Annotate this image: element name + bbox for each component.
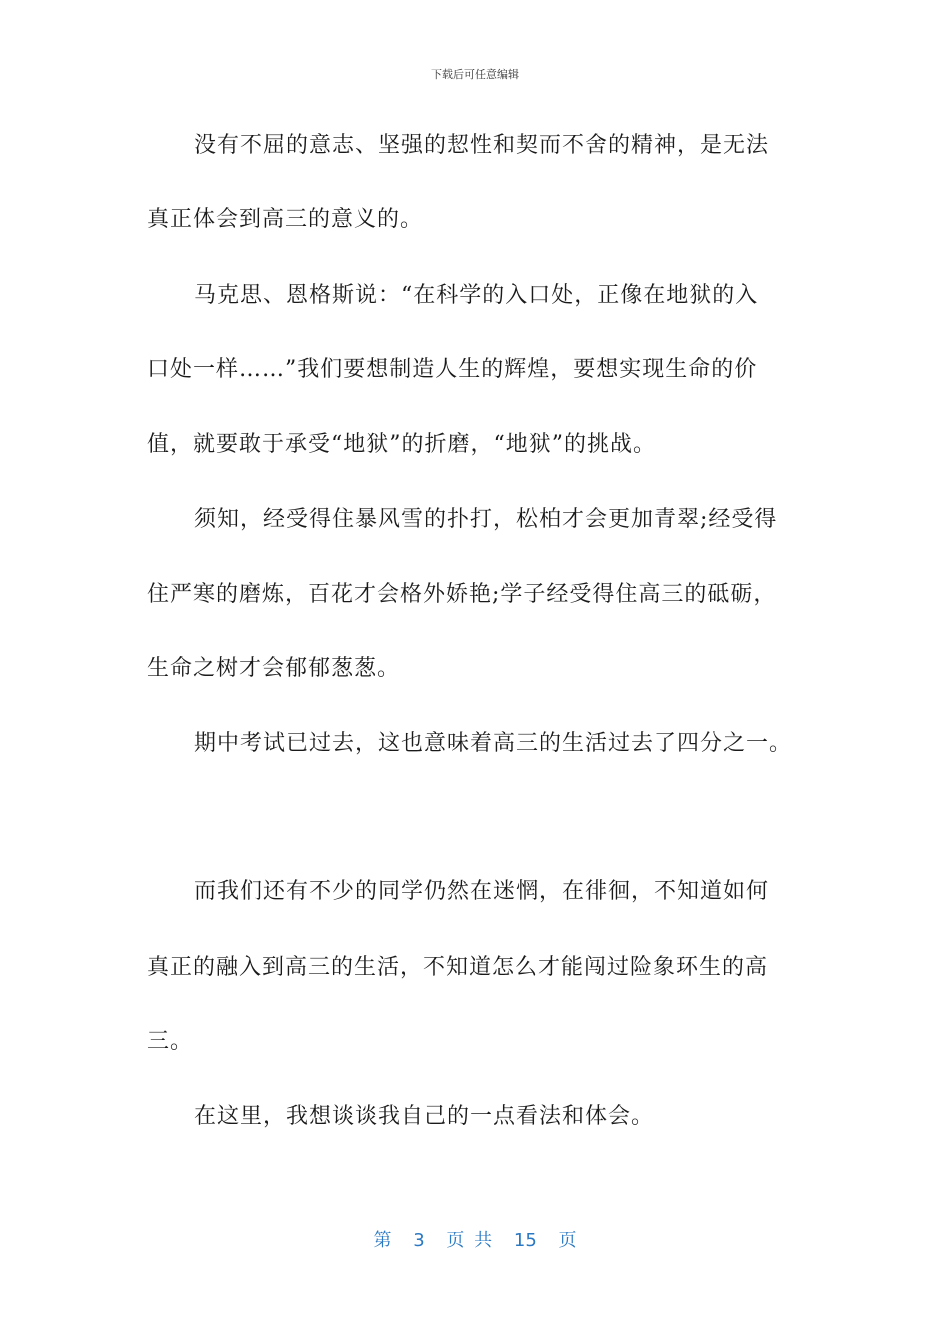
paragraph-line: 须知，经受得住暴风雪的扑打，松柏才会更加青翠;经受得 [194,507,778,532]
footer-total-pages: 15 [513,1230,537,1251]
paragraph-line: 没有不屈的意志、坚强的恝性和契而不舍的精神，是无法 [194,133,770,158]
paragraph-line: 在这里，我想谈谈我自己的一点看法和体会。 [194,1104,655,1129]
paragraph-line: 真正的融入到高三的生活，不知道怎么才能闯过险象环生的高 [147,955,769,980]
paragraph-line: 马克思、恩格斯说：“在科学的入口处，正像在地狱的入 [194,283,759,308]
footer-current-page: 3 [413,1230,425,1251]
paragraph-line: 而我们还有不少的同学仍然在迷惘，在徘徊，不知道如何 [194,879,770,904]
footer-label-of: 页 共 [446,1230,493,1251]
paragraph-line: 住严寒的磨炼，百花才会格外娇艳;学子经受得住高三的砥砺， [147,582,777,607]
paragraph-line: 口处一样……”我们要想制造人生的辉煌，要想实现生命的价 [147,357,758,382]
footer-label-page: 第 [373,1230,392,1251]
footer-label-end: 页 [558,1230,577,1251]
paragraph-line: 三。 [147,1029,194,1054]
header-note: 下载后可任意编辑 [431,68,519,81]
paragraph-line: 期中考试已过去，这也意味着高三的生活过去了四分之一。 [194,731,793,756]
paragraph-line: 生命之树才会郁郁葱葱。 [147,656,401,681]
paragraph-line: 值，就要敢于承受“地狱”的折磨，“地狱”的挑战。 [147,432,656,457]
paragraph-line: 真正体会到高三的意义的。 [147,207,424,232]
page-footer [0,1226,950,1252]
